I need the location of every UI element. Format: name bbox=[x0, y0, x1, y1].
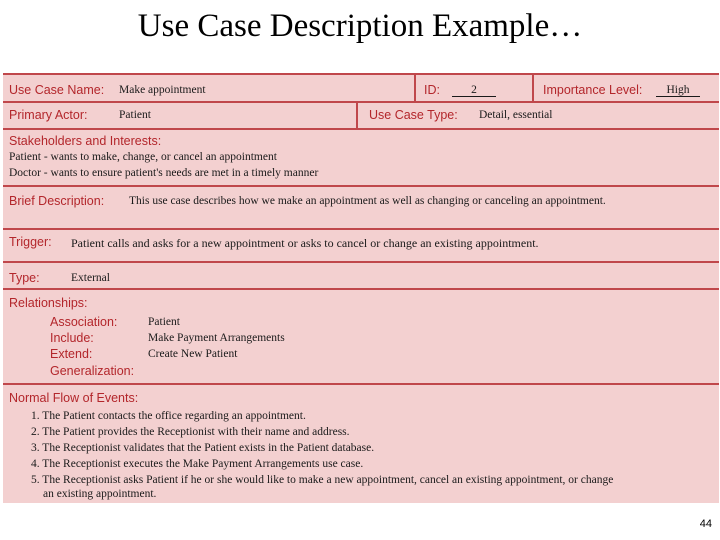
extend-label: Extend: bbox=[50, 347, 93, 361]
divider-brief bbox=[3, 228, 719, 230]
relationships-label: Relationships: bbox=[9, 296, 88, 310]
stakeholder-item: Patient - wants to make, change, or cancel an appointment bbox=[9, 151, 277, 163]
stakeholders-label: Stakeholders and Interests: bbox=[9, 134, 162, 148]
flow-step: 2. The Patient provides the Receptionist with their name and address. bbox=[31, 426, 350, 438]
divider-relationships bbox=[3, 383, 719, 385]
flow-step: 5. The Receptionist asks Patient if he or she would like to make a new appointment, cancel an existing appointment, or change bbox=[31, 474, 614, 486]
divider-row-2 bbox=[3, 128, 719, 130]
divider-row-1 bbox=[3, 101, 719, 103]
use-case-name-label: Use Case Name: bbox=[9, 83, 105, 97]
flow-step-continuation: an existing appointment. bbox=[43, 488, 157, 500]
divider-trigger bbox=[3, 261, 719, 263]
divider-type bbox=[3, 288, 719, 290]
importance-level-value: High bbox=[656, 84, 700, 97]
use-case-type-label: Use Case Type: bbox=[369, 108, 458, 122]
divider-importance-cell bbox=[532, 73, 534, 101]
page-number: 44 bbox=[699, 518, 712, 530]
id-value: 2 bbox=[452, 84, 496, 97]
divider-id-cell bbox=[414, 73, 416, 101]
trigger-type-value: External bbox=[71, 272, 110, 284]
slide-title: Use Case Description Example… bbox=[137, 8, 583, 44]
primary-actor-label: Primary Actor: bbox=[9, 108, 88, 122]
importance-level-label: Importance Level: bbox=[543, 83, 643, 97]
association-value: Patient bbox=[148, 316, 180, 328]
trigger-label: Trigger: bbox=[9, 235, 52, 249]
include-value: Make Payment Arrangements bbox=[148, 332, 285, 344]
id-label: ID: bbox=[424, 83, 440, 97]
flow-step: 3. The Receptionist validates that the Patient exists in the Patient database. bbox=[31, 442, 375, 454]
flow-step: 4. The Receptionist executes the Make Payment Arrangements use case. bbox=[31, 458, 364, 470]
normal-flow-label: Normal Flow of Events: bbox=[9, 391, 139, 405]
trigger-value: Patient calls and asks for a new appointment or asks to cancel or change an existing appointment. bbox=[71, 236, 539, 250]
use-case-type-value: Detail, essential bbox=[479, 109, 553, 121]
primary-actor-value: Patient bbox=[119, 109, 151, 121]
brief-description-label: Brief Description: bbox=[9, 194, 105, 208]
extend-value: Create New Patient bbox=[148, 348, 238, 360]
association-label: Association: bbox=[50, 315, 118, 329]
use-case-form bbox=[3, 73, 719, 503]
flow-step: 1. The Patient contacts the office regarding an appointment. bbox=[31, 410, 306, 422]
brief-description-value: This use case describes how we make an appointment as well as changing or canceling an appointment. bbox=[129, 195, 606, 207]
trigger-type-label: Type: bbox=[9, 271, 40, 285]
divider-type-cell bbox=[356, 101, 358, 128]
divider-stakeholders bbox=[3, 185, 719, 187]
top-border bbox=[3, 73, 719, 75]
use-case-name-value: Make appointment bbox=[119, 84, 206, 96]
stakeholder-item: Doctor - wants to ensure patient's needs are met in a timely manner bbox=[9, 167, 319, 179]
generalization-label: Generalization: bbox=[50, 364, 135, 378]
include-label: Include: bbox=[50, 331, 94, 345]
